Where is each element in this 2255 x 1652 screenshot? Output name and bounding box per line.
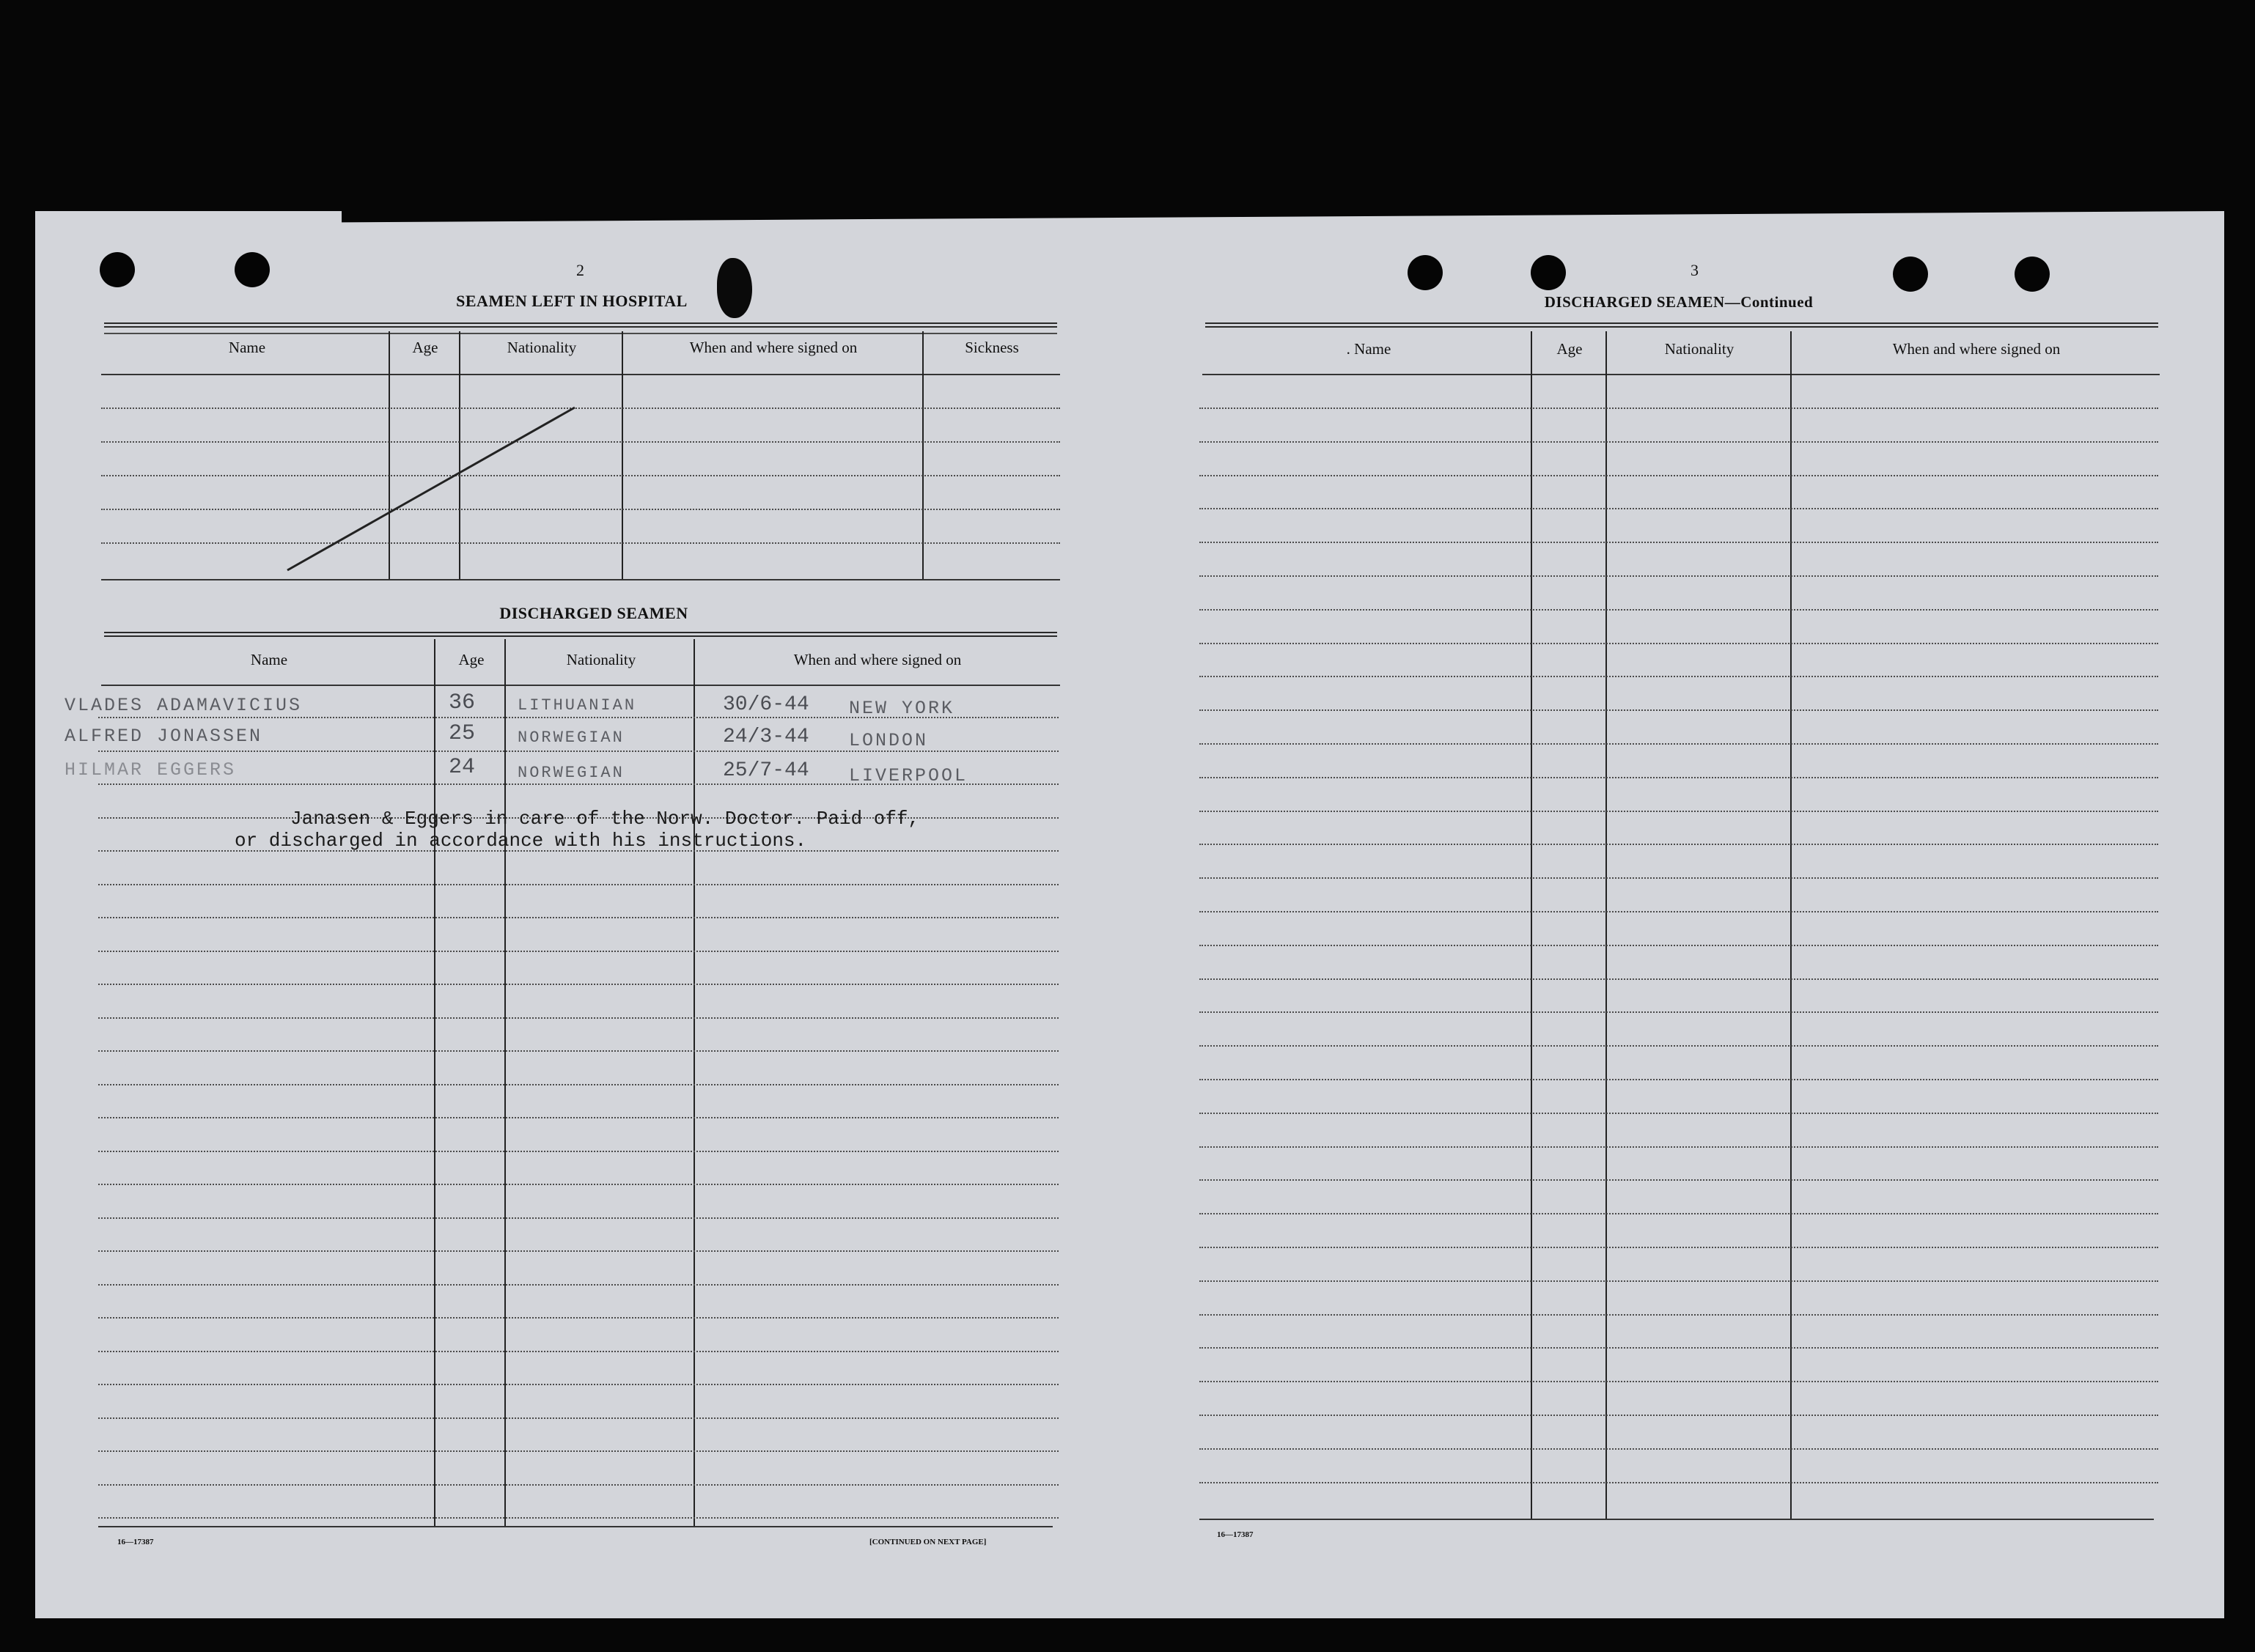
ruled-row-line <box>1199 1347 2158 1349</box>
ruled-row-line <box>98 1017 1059 1019</box>
ruled-row-line <box>98 1050 1059 1052</box>
ruled-row-line <box>98 951 1059 952</box>
ruled-row-line <box>1199 1247 2158 1248</box>
discharged-row-3-nationality: NORWEGIAN <box>518 764 625 782</box>
ruled-row-line <box>1199 1146 2158 1148</box>
ruled-row-line <box>98 1184 1059 1185</box>
hospital-header-underline <box>101 374 1060 375</box>
footer-form-code-left: 16—17387 <box>117 1538 154 1546</box>
typed-note-line-2: or discharged in accordance with his instructions. <box>235 830 807 852</box>
hospital-col-age: Age <box>412 339 438 356</box>
discharged-header-underline <box>101 685 1060 686</box>
right-header-rule <box>1205 322 2158 328</box>
discharged-divider <box>504 639 506 1526</box>
ruled-row-line <box>98 1151 1059 1152</box>
hospital-col-sickness: Sickness <box>965 339 1019 356</box>
footer-continued: [CONTINUED ON NEXT PAGE] <box>869 1538 987 1546</box>
ruled-row-line <box>1199 542 2158 543</box>
ruled-row-line <box>98 1284 1059 1286</box>
ruled-row-line <box>1199 643 2158 644</box>
discharged-row-3-name: HILMAR EGGERS <box>65 759 237 781</box>
right-col-nationality: Nationality <box>1664 340 1735 358</box>
punch-hole <box>1408 255 1443 290</box>
ruled-row-line <box>1199 844 2158 845</box>
ruled-row-line <box>1199 1381 2158 1382</box>
discharged-continued-title: DISCHARGED SEAMEN—Continued <box>1544 293 1814 311</box>
ruled-row-line <box>98 917 1059 918</box>
ruled-row-line <box>1199 1314 2158 1316</box>
right-bottom-line <box>1199 1519 2154 1520</box>
ruled-row-line <box>1199 1045 2158 1047</box>
ruled-row-line <box>1199 1113 2158 1114</box>
hospital-rule <box>104 333 1057 334</box>
discharged-row-2-place: LONDON <box>849 730 929 751</box>
hospital-section-title: SEAMEN LEFT IN HOSPITAL <box>456 292 688 310</box>
ruled-row-line <box>1199 945 2158 946</box>
discharged-col-signed-on: When and where signed on <box>793 651 962 668</box>
ruled-row-line <box>98 1417 1059 1419</box>
ruled-row-line <box>1199 709 2158 711</box>
ruled-row-line <box>98 884 1059 885</box>
ruled-row-line <box>1199 1011 2158 1013</box>
discharged-row-3-age: 24 <box>449 755 476 780</box>
page-number-right: 3 <box>1691 261 1699 279</box>
discharged-row-1-age: 36 <box>449 690 476 715</box>
ruled-row-line <box>98 1084 1059 1085</box>
discharged-row-1-date: 30/6-44 <box>723 693 809 716</box>
discharged-row-1-name: VLADES ADAMAVICIUS <box>65 695 303 716</box>
ruled-row-line <box>1199 441 2158 443</box>
ruled-row-line <box>1199 575 2158 577</box>
strike-through-line <box>279 400 586 576</box>
discharged-divider <box>434 639 435 1526</box>
ruled-row-line <box>1199 1448 2158 1450</box>
discharged-col-age: Age <box>458 651 485 668</box>
ruled-row-line <box>1199 978 2158 980</box>
punch-hole <box>235 252 270 287</box>
discharged-row-3-date: 25/7-44 <box>723 759 809 782</box>
hospital-header-rule <box>104 322 1057 328</box>
punch-hole <box>100 252 135 287</box>
ruled-row-line <box>98 1117 1059 1118</box>
ruled-row-line <box>1199 1280 2158 1282</box>
discharged-header-rule <box>104 632 1057 637</box>
discharged-row-2-age: 25 <box>449 721 476 746</box>
ruled-row-line <box>98 984 1059 985</box>
ruled-row-line <box>1199 877 2158 879</box>
hospital-col-nationality: Nationality <box>507 339 577 356</box>
punch-hole <box>1893 257 1928 292</box>
discharged-col-nationality: Nationality <box>566 651 636 668</box>
ruled-row-line <box>1199 1213 2158 1214</box>
ruled-row-line <box>1199 408 2158 409</box>
ruled-row-line <box>1199 1415 2158 1416</box>
discharged-col-name: Name <box>250 651 288 668</box>
ruled-row-line <box>98 1351 1059 1352</box>
right-header-underline <box>1202 374 2160 375</box>
discharged-row-2-date: 24/3-44 <box>723 726 809 748</box>
ruled-row-line <box>1199 508 2158 509</box>
ruled-row-line <box>1199 777 2158 778</box>
ruled-row-line <box>1199 1179 2158 1181</box>
page-number-left: 2 <box>576 261 584 279</box>
ruled-row-line <box>98 1217 1059 1219</box>
discharged-section-title: DISCHARGED SEAMEN <box>499 604 688 622</box>
hospital-bottom-line <box>101 579 1060 580</box>
right-col-age: Age <box>1556 340 1583 358</box>
ruled-row-line <box>98 1484 1059 1486</box>
ruled-row-line <box>98 1317 1059 1319</box>
right-col-signed-on: When and where signed on <box>1892 340 2061 358</box>
ruled-row-line <box>1199 1482 2158 1483</box>
hospital-col-signed-on: When and where signed on <box>689 339 858 356</box>
punch-hole <box>2015 257 2050 292</box>
ruled-row-line <box>1199 609 2158 611</box>
discharged-row-1-place: NEW YORK <box>849 698 955 719</box>
ruled-row-line <box>1199 743 2158 745</box>
discharged-bottom-line <box>98 1526 1053 1527</box>
discharged-divider <box>694 639 695 1526</box>
ruled-row-line <box>98 1450 1059 1452</box>
ruled-row-line <box>1199 676 2158 677</box>
typed-note-line-1: Janasen & Eggers in care of the Norw. Doctor. Paid off, <box>290 808 920 830</box>
discharged-row-1-nationality: LITHUANIAN <box>518 696 637 715</box>
ruled-row-line <box>1199 811 2158 812</box>
discharged-row-2-nationality: NORWEGIAN <box>518 729 625 747</box>
ruled-row-line <box>1199 475 2158 476</box>
hospital-col-name: Name <box>228 339 266 356</box>
ruled-row-line <box>98 1384 1059 1385</box>
ruled-row-line <box>1199 911 2158 912</box>
footer-form-code-right: 16—17387 <box>1217 1530 1254 1539</box>
discharged-row-2-name: ALFRED JONASSEN <box>65 726 263 747</box>
right-col-name: . Name <box>1346 340 1391 358</box>
ruled-row-line <box>98 1517 1059 1519</box>
discharged-row-3-place: LIVERPOOL <box>849 765 968 786</box>
ruled-row-line <box>98 1250 1059 1252</box>
punch-hole <box>1531 255 1566 290</box>
ruled-row-line <box>1199 1079 2158 1080</box>
